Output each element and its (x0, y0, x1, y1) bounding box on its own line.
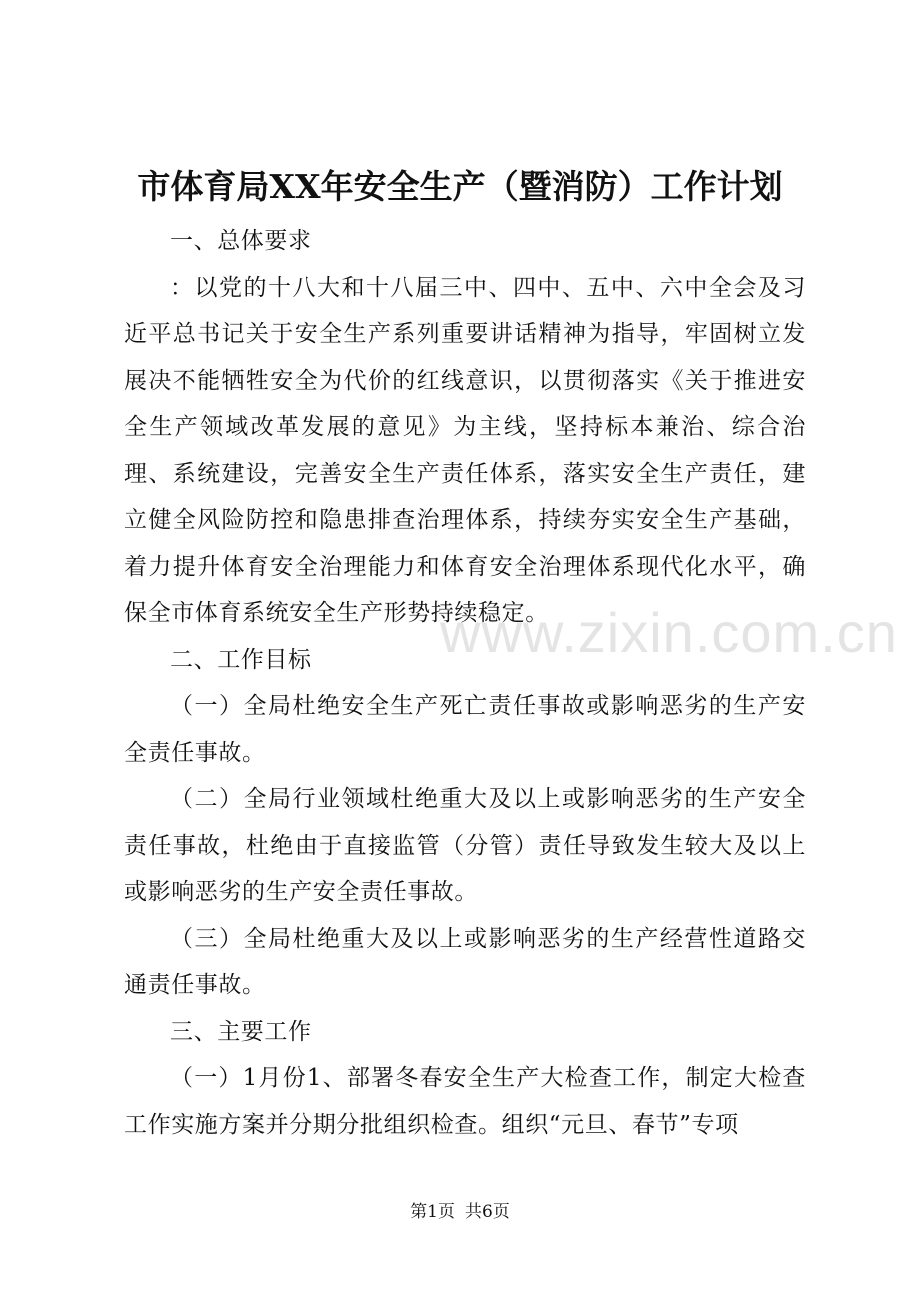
document-body (124, 218, 806, 1148)
page-number-current: 第1页 (410, 1202, 455, 1222)
section-heading-2: 二、工作目标 (170, 646, 312, 673)
watermark-text: www.zixin.com.cn (440, 601, 898, 664)
paragraph-goal-1: （一）全局杜绝安全生产死亡责任事故或影响恶劣的生产安全责任事故。 (124, 693, 806, 766)
paragraph-goal-2: （二）全局行业领域杜绝重大及以上或影响恶劣的生产安全责任事故，杜绝由于直接监管（分管）责任导致发生较大及以上或影响恶劣的生产安全责任事故。 (124, 786, 806, 905)
paragraph-general-requirements: ：以党的十八大和十八届三中、四中、五中、六中全会及习近平总书记关于安全生产系列重要讲话精神为指导，牢固树立发展决不能牺牲安全为代价的红线意识，以贯彻落实《关于推进安全生产领域改革发展的意见》为主线，坚持标本兼治、综合治理、系统建设，完善安全生产责任体系，落实安全生产责任，建立健全风险防控和隐患排查治理体系，持续夯实安全生产基础，着力提升体育安全治理能力和体育安全治理体系现代化水平，确保全市体育系统安全生产形势持续稳定。 (124, 274, 806, 626)
page-footer (0, 1200, 920, 1224)
paragraph-work-1: （一）1月份1、部署冬春安全生产大检查工作，制定大检查工作实施方案并分期分批组织检查。组织“元旦、春节”专项 (124, 1065, 806, 1138)
page-number-total: 共6页 (465, 1202, 510, 1222)
paragraph-goal-3: （三）全局杜绝重大及以上或影响恶劣的生产经营性道路交通责任事故。 (124, 925, 806, 998)
section-heading-3: 三、主要工作 (170, 1018, 312, 1045)
document-title: 市体育局XX年安全生产（暨消防）工作计划 (137, 167, 783, 206)
section-heading-1: 一、总体要求 (170, 228, 312, 254)
